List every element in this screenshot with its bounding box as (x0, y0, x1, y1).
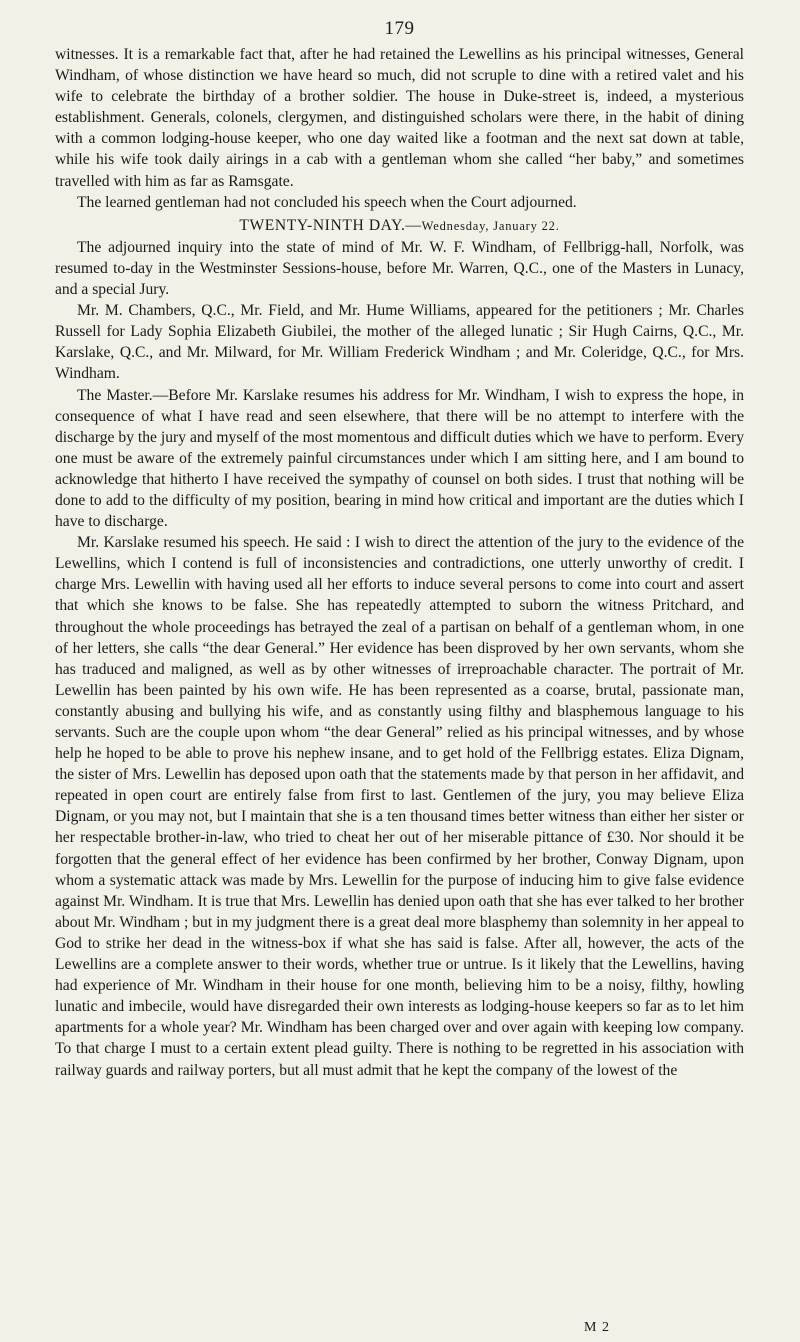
section-heading (55, 215, 744, 237)
heading-date: Wednesday, January 22. (421, 218, 560, 233)
paragraph-inquiry: The adjourned inquiry into the state of mind of Mr. W. F. Windham, of Fellbrigg-hall, Norfolk, was resumed to-day in the Westminster Sessions-house, before Mr. Warren, Q.C., one of the Masters in Lunacy, and a special Jury. (55, 238, 744, 299)
paragraph-master: The Master.—Before Mr. Karslake resumes his address for Mr. Windham, I wish to express the hope, in consequence of what I have read and seen elsewhere, that there will be no attempt to interfere with the discharge by the jury and myself of the most momentous and difficult duties which we have to perform. Every one must be aware of the extremely painful circumstances under which I am sitting here, and I am bound to acknowledge that hitherto I have received the sympathy of counsel on both sides. I trust that nothing will be done to add to the difficulty of my position, bearing in mind how critical and important are the duties which I have to discharge. (55, 386, 744, 531)
paragraph-karslake-speech: Mr. Karslake resumed his speech. He said : I wish to direct the attention of the jury to the evidence of the Lewellins, which I contend is full of inconsistencies and contradictions, one utterly unworthy of credit. I charge Mrs. Lewellin with having used all her efforts to induce several persons to come into court and assert that which she knows to be false. She has repeatedly attempted to suborn the witness Pritchard, and throughout the whole proceedings has betrayed the zeal of a partisan on behalf of a gentleman whom, in one of her letters, she calls “the dear General.” Her evidence has been disproved by her own servants, whom she has traduced and maligned, as well as by other witnesses of irreproachable character. The portrait of Mr. Lewellin has been painted by his own wife. He has been represented as a coarse, brutal, passionate man, constantly abusing and bullying his wife, and as constantly using filthy and blasphemous language to his servants. Such are the couple upon whom “the dear General” relied as his principal witnesses, and by whose help he hoped to be able to prove his nephew insane, and to get hold of the Fellbrigg estates. Eliza Dignam, the sister of Mrs. Lewellin has deposed upon oath that the statements made by that person in her affidavit, and repeated in open court are entirely false from first to last. Gentlemen of the jury, you may believe Eliza Dignam, or you may not, but I maintain that she is a ten thousand times better witness than either her sister or her respectable brother-in-law, who tried to cheat her out of her miserable pittance of £30. Nor should it be forgotten that the general effect of her evidence has been confirmed by her brother, Conway Dignam, upon whom a systematic attack was made by Mrs. Lewellin for the purpose of inducing him to give false evidence against Mr. Windham. It is true that Mrs. Lewellin has denied upon oath that she has ever talked to her brother about Mr. Windham ; but in my judgment there is a great deal more blasphemy than solemnity in her appeal to God to strike her dead in the witness-box if what she has said is false. After all, however, the acts of the Lewellins are a complete answer to their words, whether true or untrue. Is it likely that the Lewellins, having had experience of Mr. Windham in their house for one month, believing him to be a noisy, filthy, howling lunatic and imbecile, would have disregarded their own interests as lodging-house keepers so far as to let him apartments for a whole year? Mr. Windham has been charged over and over again with keeping low company. To that charge I must to a certain extent plead guilty. There is nothing to be regretted in his association with railway guards and railway porters, but all must admit that he kept the company of the lowest of the (55, 534, 744, 1079)
paragraph-counsel: Mr. M. Chambers, Q.C., Mr. Field, and Mr. Hume Williams, appeared for the petitioners ; Mr. Charles Russell for Lady Sophia Elizabeth Giubilei, the mother of the alleged lunatic ; Sir Hugh Cairns, Q.C., Mr. Karslake, Q.C., and Mr. Milward, for Mr. William Frederick Windham ; and Mr. Coleridge, Q.C., for Mrs. Windham. (55, 302, 744, 383)
heading-title: TWENTY-NINTH DAY.— (239, 216, 422, 234)
page-number: 179 (384, 18, 415, 39)
paragraph-adjourned: The learned gentleman had not concluded his speech when the Court adjourned. (77, 193, 577, 211)
signature-mark: M 2 (584, 1320, 610, 1335)
paragraph-witnesses: witnesses. It is a remarkable fact that, after he had retained the Lewellins as his principal witnesses, General Windham, of whose distinction we have heard so much, did not scruple to dine with a retired valet and his wife to celebrate the birthday of a brother soldier. The house in Duke-street is, indeed, a mysterious establishment. Generals, colonels, clergymen, and distinguished scholars were there, in the habit of dining with a common lodging-house keeper, who one day waited like a footman and the next sat down at table, while his wife took daily airings in a cab with a gentleman whom she called “her baby,” and sometimes travelled with him as far as Ramsgate. (55, 46, 744, 190)
